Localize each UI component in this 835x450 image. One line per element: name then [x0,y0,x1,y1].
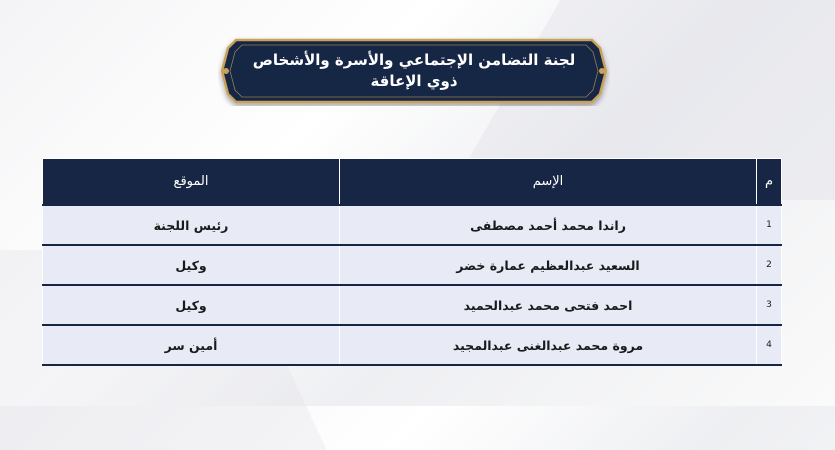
members-table [42,158,782,366]
title-line-2: ذوي الإعاقة [370,72,458,90]
table-row [43,325,782,365]
row-name: مروة محمد عبدالغنى عبدالمجيد [340,325,757,365]
row-position: رئيس اللجنة [43,205,340,245]
row-num: 2 [757,245,782,285]
row-name: السعيد عبدالعظيم عمارة خضر [340,245,757,285]
title-banner [218,36,610,106]
row-position: أمين سر [43,325,340,365]
row-name: راندا محمد أحمد مصطفى [340,205,757,245]
row-num: 3 [757,285,782,325]
header-position: الموقع [43,159,340,206]
row-num: 1 [757,205,782,245]
table-row [43,205,782,245]
table-row [43,285,782,325]
title-line-1: لجنة التضامن الإجتماعي والأسرة والأشخاص [252,51,576,69]
row-position: وكيل [43,245,340,285]
header-name: الإسم [340,159,757,206]
row-name: احمد فتحى محمد عبدالحميد [340,285,757,325]
table-row [43,245,782,285]
header-num: م [757,159,782,206]
row-num: 4 [757,325,782,365]
table-header-row [43,159,782,206]
row-position: وكيل [43,285,340,325]
